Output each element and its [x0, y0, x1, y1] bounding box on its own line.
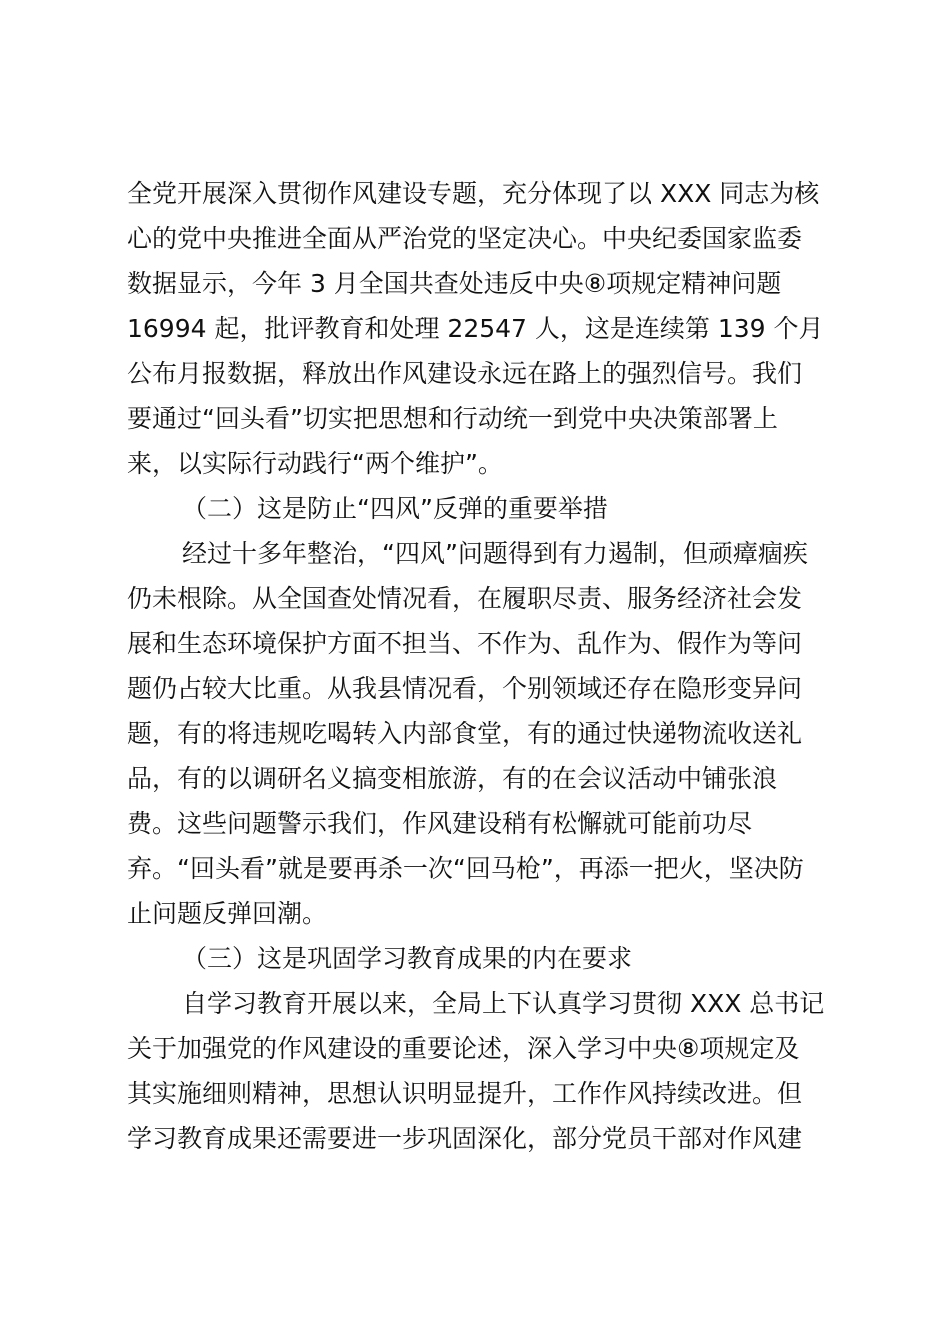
text-line: 品，有的以调研名义搞变相旅游，有的在会议活动中铺张浪 — [127, 764, 778, 793]
text-line: 全党开展深入贯彻作风建设专题，充分体现了以 XXX 同志为核 — [127, 179, 820, 208]
text-line: 弃。“回头看”就是要再杀一次“回马枪”，再添一把火，坚决防 — [127, 854, 804, 883]
text-line: 自学习教育开展以来，全局上下认真学习贯彻 XXX 总书记 — [182, 989, 825, 1018]
document-body — [127, 171, 827, 1161]
text-line: 关于加强党的作风建设的重要论述，深入学习中央⑧项规定及 — [127, 1034, 800, 1063]
section-heading: （二）这是防止“四风”反弹的重要举措 — [182, 494, 608, 523]
text-line: 经过十多年整治，“四风”问题得到有力遏制，但顽瘴痼疾 — [182, 539, 808, 568]
text-line: 题，有的将违规吃喝转入内部食堂，有的通过快递物流收送礼 — [127, 719, 803, 748]
text-line: 其实施细则精神，思想认识明显提升，工作作风持续改进。但 — [127, 1079, 803, 1108]
text-line: 16994 起，批评教育和处理 22547 人，这是连续第 139 个月 — [127, 314, 824, 343]
text-line: 心的党中央推进全面从严治党的坚定决心。中央纪委国家监委 — [127, 224, 803, 253]
text-line: 学习教育成果还需要进一步巩固深化，部分党员干部对作风建 — [127, 1124, 803, 1153]
text-line: 题仍占较大比重。从我县情况看，个别领域还存在隐形变异问 — [127, 674, 803, 703]
section-heading: （三）这是巩固学习教育成果的内在要求 — [182, 944, 633, 973]
text-line: 止问题反弹回潮。 — [127, 899, 328, 928]
text-line: 公布月报数据，释放出作风建设永远在路上的强烈信号。我们 — [127, 359, 803, 388]
text-line: 数据显示，今年 3 月全国共查处违反中央⑧项规定精神问题 — [127, 269, 782, 298]
text-line: 要通过“回头看”切实把思想和行动统一到党中央决策部署上 — [127, 404, 778, 433]
text-line: 来，以实际行动践行“两个维护”。 — [127, 449, 503, 478]
text-line: 费。这些问题警示我们，作风建设稍有松懈就可能前功尽 — [127, 809, 753, 838]
text-line: 仍未根除。从全国查处情况看，在履职尽责、服务经济社会发 — [127, 584, 803, 613]
text-line: 展和生态环境保护方面不担当、不作为、乱作为、假作为等问 — [127, 629, 803, 658]
